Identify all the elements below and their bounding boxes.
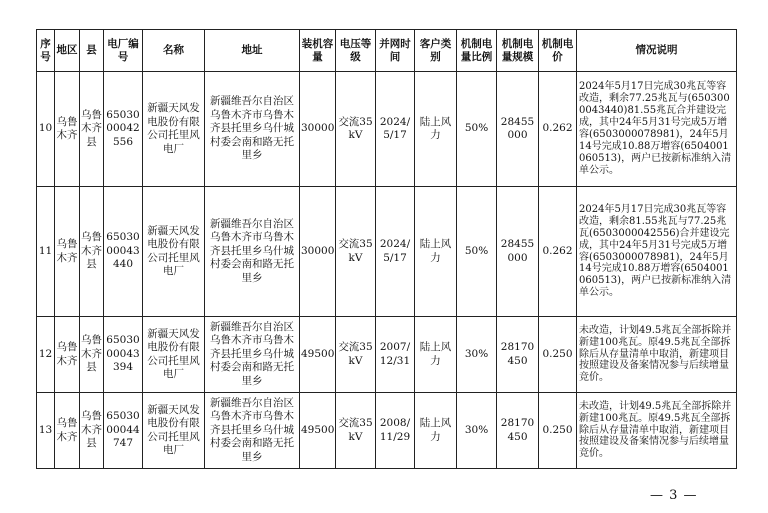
cell-address: 新疆维吾尔自治区乌鲁木齐市乌鲁木齐县托里乡乌什城村委会南和路无托里乡 <box>205 187 300 317</box>
cell-no: 10 <box>37 72 55 187</box>
header-cell: 电厂编号 <box>104 30 143 72</box>
cell-price: 0.250 <box>539 393 577 469</box>
cell-note: 未改造，计划49.5兆瓦全部拆除并新建100兆瓦。原49.5兆瓦全部拆除后从存量清单中取消，新建项目按照建设及备案情况参与后续增量竞价。 <box>577 317 737 393</box>
cell-capacity: 30000 <box>300 72 336 187</box>
cell-ratio: 30% <box>457 317 497 393</box>
cell-capacity: 49500 <box>300 393 336 469</box>
cell-ratio: 50% <box>457 187 497 317</box>
cell-voltage: 交流35kV <box>336 72 376 187</box>
cell-grid-date: 2024/5/17 <box>376 187 415 317</box>
header-cell: 机制电价 <box>539 30 577 72</box>
cell-note: 2024年5月17日完成30兆瓦等容改造，剩余77.25兆瓦与(6503000043440)81.55兆瓦合并建设完成，其中24年5月31号完成5万增容(6503000078981)，24年5月14号完成10.88万增容(6504001060513)，两户已按新标准纳入清单公示。 <box>577 72 737 187</box>
cell-customer-type: 陆上风力 <box>415 187 457 317</box>
header-cell: 地区 <box>55 30 80 72</box>
cell-capacity: 49500 <box>300 317 336 393</box>
cell-customer-type: 陆上风力 <box>415 317 457 393</box>
cell-note: 2024年5月17日完成30兆瓦等容改造，剩余81.55兆瓦与77.25兆瓦(6503000042556)合并建设完成，其中24年5月31号完成5万增容(6503000078981)，24年5月14号完成10.88万增容(6504001060513)，两户已按新标准纳入清单公示。 <box>577 187 737 317</box>
cell-price: 0.250 <box>539 317 577 393</box>
header-cell: 机制电量规模 <box>497 30 539 72</box>
cell-price: 0.262 <box>539 187 577 317</box>
cell-customer-type: 陆上风力 <box>415 72 457 187</box>
cell-scale: 28170450 <box>497 317 539 393</box>
header-cell: 地址 <box>205 30 300 72</box>
cell-voltage: 交流35kV <box>336 187 376 317</box>
cell-voltage: 交流35kV <box>336 393 376 469</box>
cell-region: 乌鲁木齐 <box>55 317 80 393</box>
cell-name: 新疆天风发电股份有限公司托里风电厂 <box>143 187 205 317</box>
cell-capacity: 30000 <box>300 187 336 317</box>
cell-price: 0.262 <box>539 72 577 187</box>
cell-region: 乌鲁木齐 <box>55 393 80 469</box>
table-row <box>37 317 737 393</box>
header-cell: 装机容量 <box>300 30 336 72</box>
cell-county: 乌鲁木齐县 <box>80 317 104 393</box>
table-row <box>37 393 737 469</box>
cell-address: 新疆维吾尔自治区乌鲁木齐市乌鲁木齐县托里乡乌什城村委会南和路无托里乡 <box>205 393 300 469</box>
cell-address: 新疆维吾尔自治区乌鲁木齐市乌鲁木齐县托里乡乌什城村委会南和路无托里乡 <box>205 72 300 187</box>
header-cell: 序号 <box>37 30 55 72</box>
cell-ratio: 30% <box>457 393 497 469</box>
cell-grid-date: 2008/11/29 <box>376 393 415 469</box>
cell-name: 新疆天风发电股份有限公司托里风电厂 <box>143 72 205 187</box>
cell-plant-id: 6503000043394 <box>104 317 143 393</box>
cell-grid-date: 2024/5/17 <box>376 72 415 187</box>
header-cell: 并网时间 <box>376 30 415 72</box>
cell-plant-id: 6503000042556 <box>104 72 143 187</box>
cell-scale: 28170450 <box>497 393 539 469</box>
page-number: — 3 — <box>650 488 698 503</box>
header-cell: 电压等级 <box>336 30 376 72</box>
cell-grid-date: 2007/12/31 <box>376 317 415 393</box>
header-row <box>37 30 737 72</box>
cell-county: 乌鲁木齐县 <box>80 72 104 187</box>
cell-note: 未改造，计划49.5兆瓦全部拆除并新建100兆瓦。原49.5兆瓦全部拆除后从存量清单中取消，新建项目按照建设及备案情况参与后续增量竞价。 <box>577 393 737 469</box>
header-cell: 名称 <box>143 30 205 72</box>
cell-no: 13 <box>37 393 55 469</box>
header-cell: 机制电量比例 <box>457 30 497 72</box>
cell-name: 新疆天风发电股份有限公司托里风电厂 <box>143 393 205 469</box>
header-cell: 客户类别 <box>415 30 457 72</box>
cell-county: 乌鲁木齐县 <box>80 393 104 469</box>
cell-ratio: 50% <box>457 72 497 187</box>
cell-name: 新疆天风发电股份有限公司托里风电厂 <box>143 317 205 393</box>
cell-plant-id: 6503000044747 <box>104 393 143 469</box>
cell-no: 12 <box>37 317 55 393</box>
cell-scale: 28455000 <box>497 72 539 187</box>
cell-scale: 28455000 <box>497 187 539 317</box>
cell-plant-id: 6503000043440 <box>104 187 143 317</box>
header-cell: 县 <box>80 30 104 72</box>
cell-address: 新疆维吾尔自治区乌鲁木齐市乌鲁木齐县托里乡乌什城村委会南和路无托里乡 <box>205 317 300 393</box>
cell-no: 11 <box>37 187 55 317</box>
cell-customer-type: 陆上风力 <box>415 393 457 469</box>
header-cell: 情况说明 <box>577 30 737 72</box>
cell-voltage: 交流35kV <box>336 317 376 393</box>
cell-county: 乌鲁木齐县 <box>80 187 104 317</box>
plant-list-table <box>36 29 737 469</box>
table-row <box>37 187 737 317</box>
cell-region: 乌鲁木齐 <box>55 187 80 317</box>
cell-region: 乌鲁木齐 <box>55 72 80 187</box>
table-row <box>37 72 737 187</box>
